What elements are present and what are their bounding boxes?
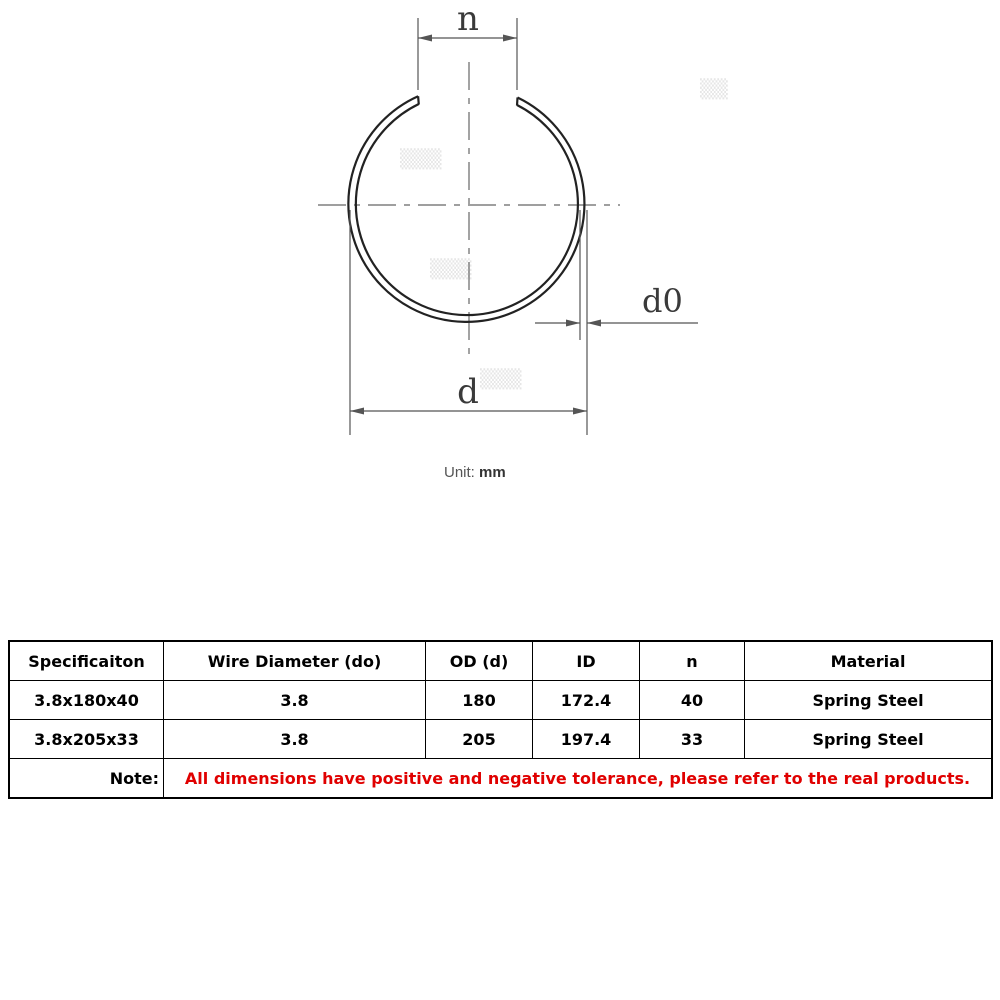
header-od: OD (d) (426, 641, 533, 681)
unit-value: mm (479, 464, 506, 481)
cell-material: Spring Steel (745, 720, 993, 759)
watermark (400, 78, 728, 390)
d-label: d (457, 372, 479, 412)
n-label: n (457, 0, 479, 39)
n-arrow-right (503, 35, 517, 42)
cell-n: 40 (640, 681, 745, 720)
cell-material: Spring Steel (745, 681, 993, 720)
cell-specification: 3.8x205x33 (9, 720, 164, 759)
cell-n: 33 (640, 720, 745, 759)
unit-caption (444, 464, 506, 481)
header-material: Material (745, 641, 993, 681)
note-row (9, 759, 992, 799)
d0-label (642, 282, 683, 320)
spec-table (8, 640, 993, 799)
svg-text:▒▒▒: ▒▒▒ (400, 149, 442, 170)
ring-end-right (517, 98, 518, 106)
cell-od: 205 (426, 720, 533, 759)
table-row (9, 681, 992, 720)
table-row (9, 720, 992, 759)
note-text: All dimensions have positive and negative tolerance, please refer to the real products. (164, 759, 993, 799)
cell-od: 180 (426, 681, 533, 720)
cell-wire-diameter: 3.8 (164, 681, 426, 720)
header-id: ID (533, 641, 640, 681)
svg-text:▒▒: ▒▒ (700, 79, 728, 100)
cell-id: 197.4 (533, 720, 640, 759)
d0-arrow-right (587, 320, 601, 327)
table-header-row (9, 641, 992, 681)
d-arrow-right (573, 408, 587, 415)
note-label: Note: (9, 759, 164, 799)
cell-wire-diameter: 3.8 (164, 720, 426, 759)
ring-inner (356, 104, 578, 315)
n-arrow-left (418, 35, 432, 42)
header-wire-diameter: Wire Diameter (do) (164, 641, 426, 681)
header-n: n (640, 641, 745, 681)
d-arrow-left (350, 408, 364, 415)
svg-text:▒▒▒: ▒▒▒ (480, 369, 522, 390)
d0-arrow-left (566, 320, 580, 327)
unit-prefix: Unit: (444, 464, 475, 481)
svg-text:▒▒▒: ▒▒▒ (430, 259, 472, 280)
ring-end-left (418, 96, 419, 104)
d0-label-text: d0 (642, 282, 683, 320)
header-specification: Specificaiton (9, 641, 164, 681)
cell-id: 172.4 (533, 681, 640, 720)
cell-specification: 3.8x180x40 (9, 681, 164, 720)
